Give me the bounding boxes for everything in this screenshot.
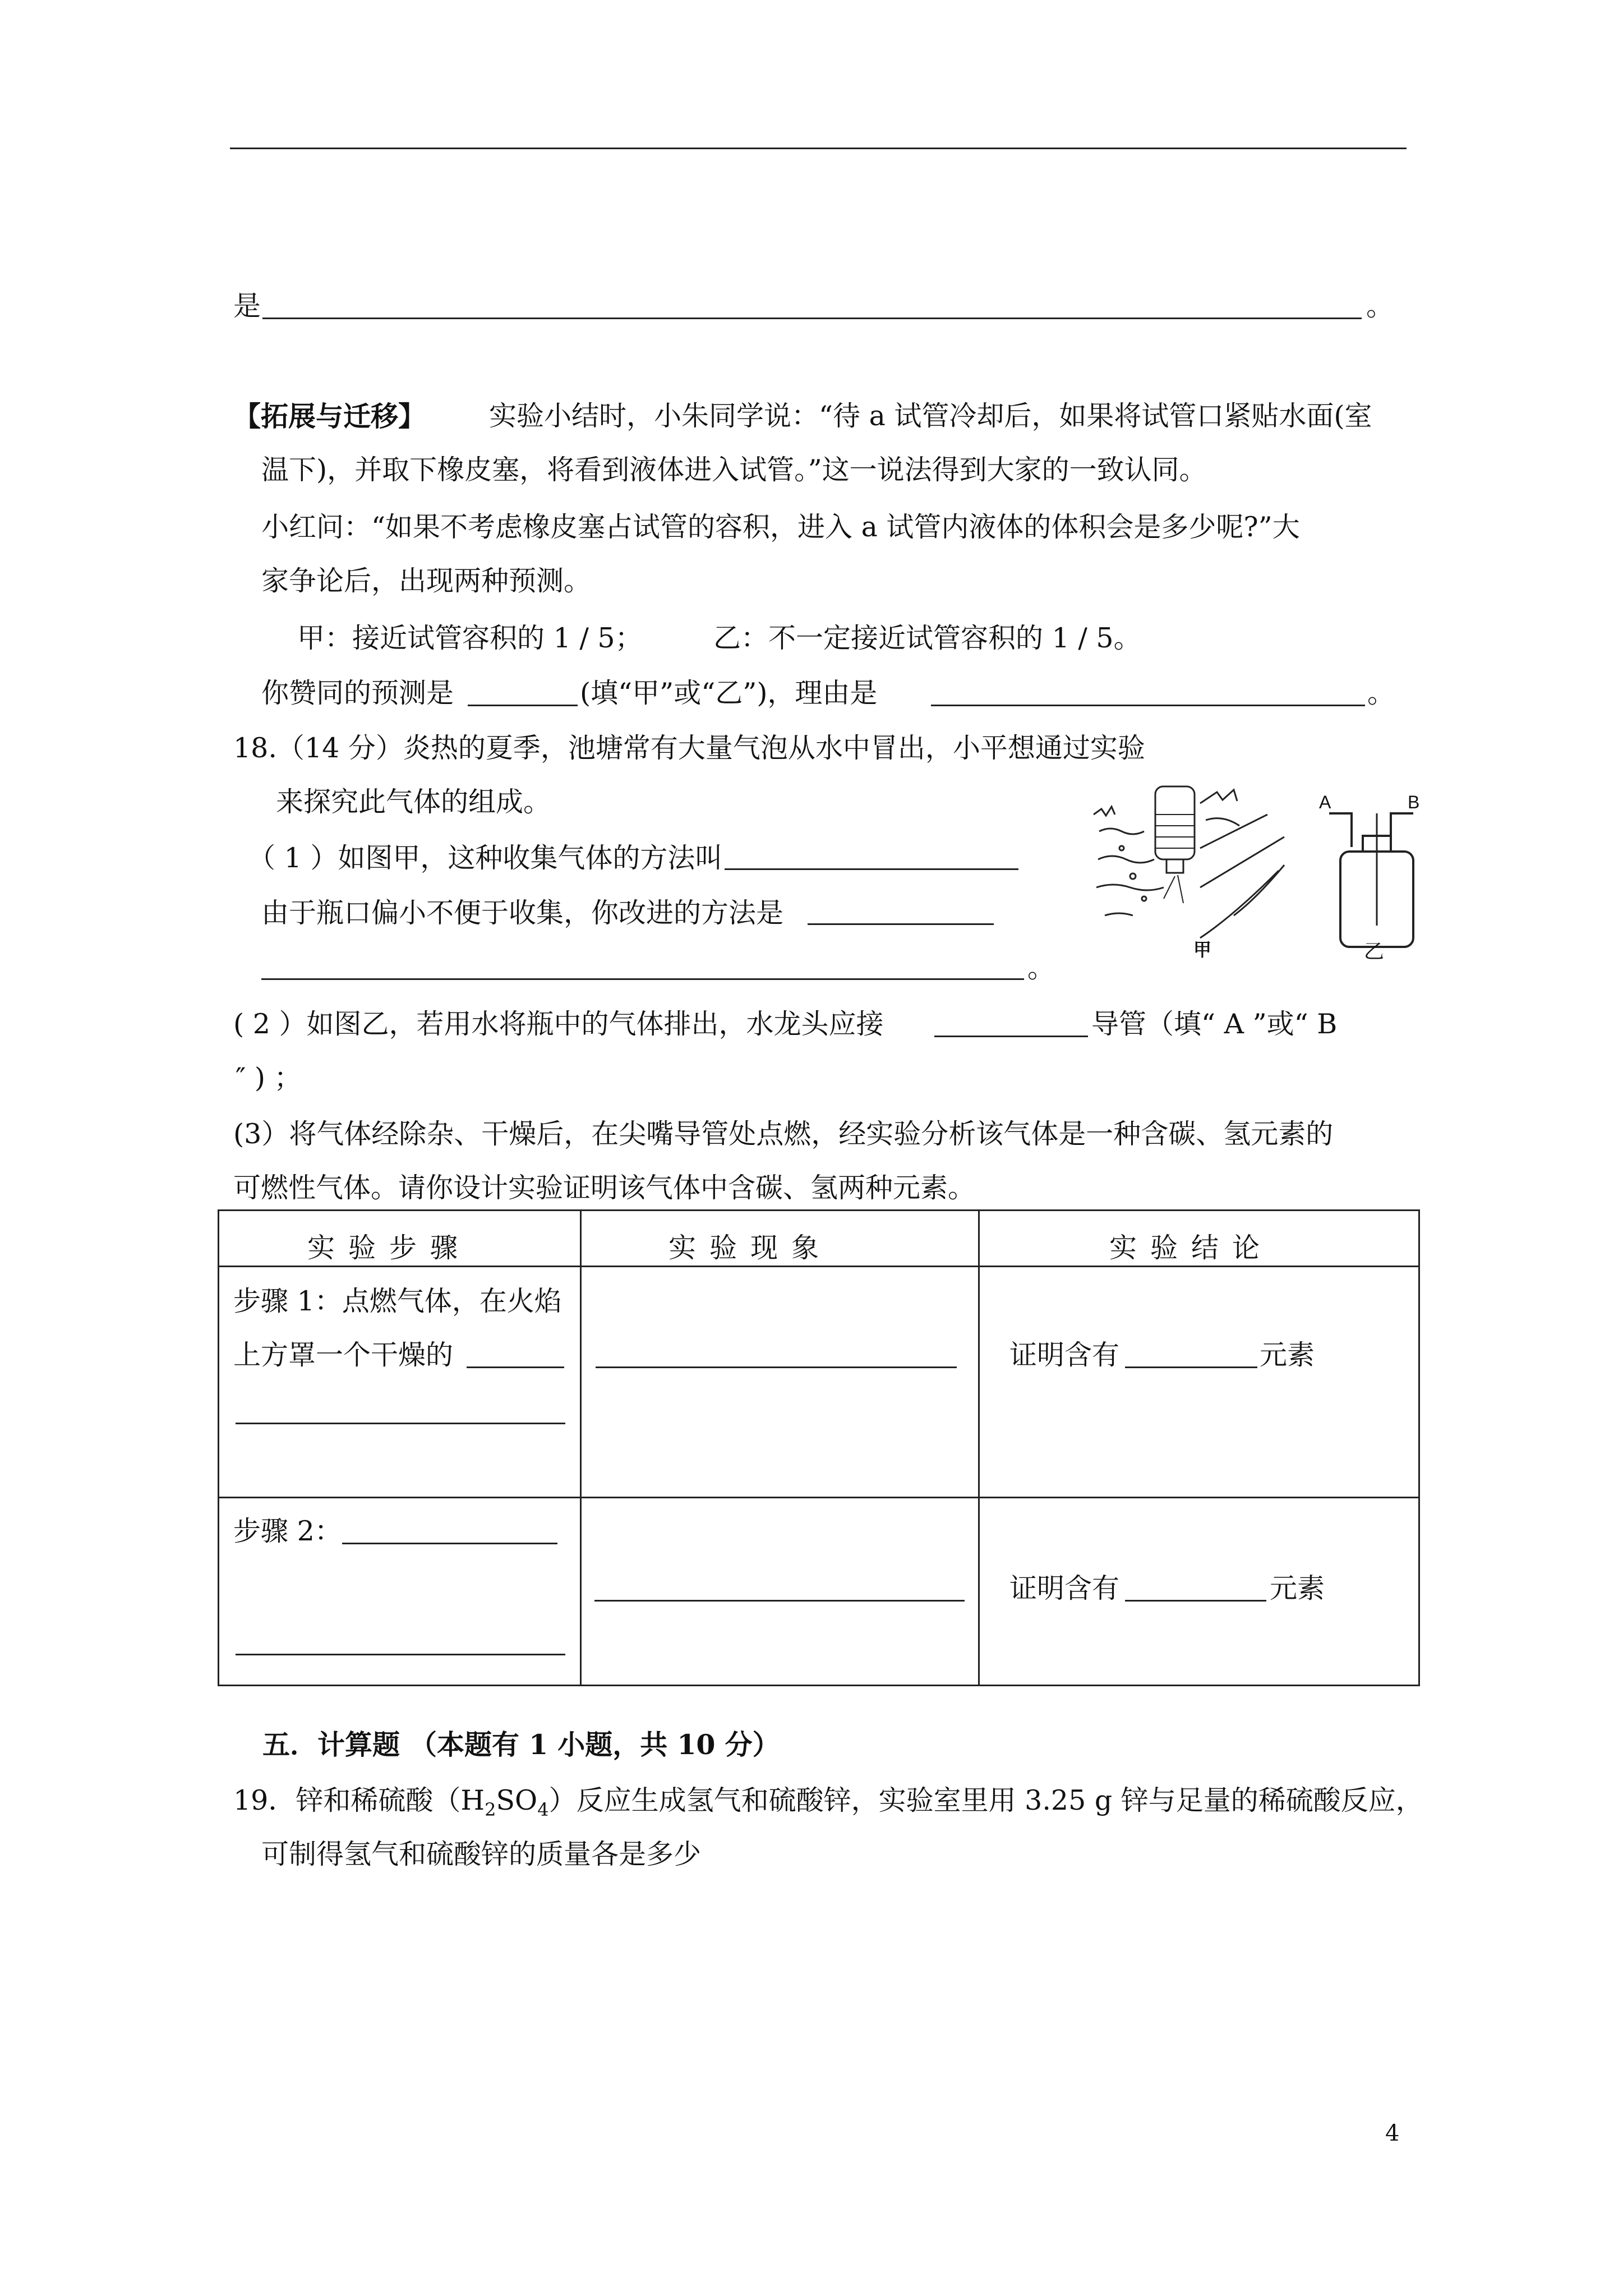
row2-step-line1: 步骤 2： bbox=[233, 1515, 342, 1547]
figure-jia-pond-collection bbox=[1088, 781, 1301, 960]
extension-para1b: 温下)，并取下橡皮塞，将看到液体进入试管。”这一说法得到大家的一致认同。 bbox=[261, 454, 1207, 486]
q18-faucet-blank[interactable] bbox=[934, 1036, 1088, 1037]
q18-line1: 18.（14 分）炎热的夏季，池塘常有大量气泡从水中冒出，小平想通过实验 bbox=[233, 732, 1145, 764]
row1-step-blank[interactable] bbox=[467, 1366, 564, 1368]
row2-step-blank[interactable] bbox=[342, 1543, 557, 1544]
q18-improve-blank[interactable] bbox=[808, 923, 994, 925]
agree-end: 。 bbox=[1367, 677, 1395, 709]
q19-line1-pre: 19．锌和稀硫酸（H bbox=[233, 1784, 485, 1816]
answer-line-end: 。 bbox=[1366, 290, 1394, 322]
q18-part3a: (3）将气体经除杂、干燥后，在尖嘴导管处点燃，经实验分析该气体是一种含碳、氢元素的 bbox=[233, 1118, 1334, 1150]
experiment-table bbox=[218, 1209, 1420, 1686]
q18-part2a: ( 2 ）如图乙，若用水将瓶中的气体排出，水龙头应接 bbox=[233, 1008, 884, 1040]
table-header-conclusion: 实验结论 bbox=[1109, 1232, 1274, 1264]
extension-para1a: 实验小结时，小朱同学说：“待 a 试管冷却后，如果将试管口紧贴水面(室 bbox=[489, 400, 1372, 432]
table-row-divider bbox=[218, 1497, 1418, 1498]
row1-element-blank[interactable] bbox=[1125, 1366, 1257, 1368]
extension-para2b: 家争论后，出现两种预测。 bbox=[261, 565, 592, 597]
table-row-divider bbox=[218, 1266, 1418, 1267]
q19-line1-mid: SO bbox=[496, 1784, 538, 1816]
q18-improve-blank2[interactable] bbox=[261, 978, 1024, 980]
row2-conclusion-suffix: 元素 bbox=[1270, 1572, 1325, 1604]
row2-step-blank2[interactable] bbox=[236, 1654, 565, 1655]
page-number: 4 bbox=[1385, 2120, 1400, 2146]
agree-label: 你赞同的预测是 bbox=[261, 677, 454, 709]
q18-part1a: （ 1 ）如图甲，这种收集气体的方法叫 bbox=[248, 842, 723, 874]
row1-step-blank2[interactable] bbox=[236, 1423, 565, 1424]
figure-jia-label: 甲 bbox=[1193, 939, 1212, 960]
agree-blank[interactable] bbox=[468, 705, 578, 706]
row2-element-blank[interactable] bbox=[1125, 1600, 1266, 1602]
extension-heading: 【拓展与迁移】 bbox=[233, 400, 426, 432]
table-col-divider bbox=[580, 1209, 582, 1685]
q19-sub1: 2 bbox=[485, 1798, 496, 1820]
figure-yi-label-b: B bbox=[1408, 792, 1420, 812]
extension-para2a: 小红问：“如果不考虑橡皮塞占试管的容积，进入 a 试管内液体的体积会是多少呢?”大 bbox=[261, 511, 1300, 543]
q18-part2c: ″ ) ； bbox=[236, 1062, 302, 1094]
q18-part1b: 由于瓶口偏小不便于收集，你改进的方法是 bbox=[261, 897, 784, 929]
q18-part1-end: 。 bbox=[1027, 952, 1055, 984]
row1-step-line1: 步骤 1：点燃气体，在火焰 bbox=[233, 1285, 562, 1317]
agree-mid: (填“甲”或“乙”)，理由是 bbox=[580, 677, 878, 709]
figure-yi-label-a: A bbox=[1319, 792, 1331, 812]
q18-part2b: 导管（填“ A ”或“ B bbox=[1091, 1008, 1338, 1040]
answer-blank[interactable] bbox=[262, 318, 1362, 319]
q18-part3b: 可燃性气体。请你设计实验证明该气体中含碳、氢两种元素。 bbox=[233, 1172, 976, 1204]
header-rule bbox=[230, 148, 1407, 149]
row1-phenomenon-blank[interactable] bbox=[596, 1366, 957, 1368]
row1-step-line2: 上方罩一个干燥的 bbox=[233, 1339, 454, 1371]
table-header-phenomena: 实验现象 bbox=[668, 1232, 833, 1264]
q18-method-blank[interactable] bbox=[725, 868, 1018, 870]
answer-line-lead: 是 bbox=[233, 290, 261, 322]
q18-line2: 来探究此气体的组成。 bbox=[276, 786, 551, 818]
q19-line1 bbox=[233, 1784, 1423, 1826]
row1-conclusion-label: 证明含有 bbox=[1009, 1339, 1120, 1371]
q19-line2: 可制得氢气和硫酸锌的质量各是多少 bbox=[261, 1838, 702, 1870]
figure-yi-label: 乙 bbox=[1364, 940, 1385, 963]
row2-conclusion-label: 证明含有 bbox=[1009, 1572, 1120, 1604]
reason-blank[interactable] bbox=[931, 705, 1365, 706]
q19-sub2: 4 bbox=[537, 1798, 549, 1820]
table-col-divider bbox=[978, 1209, 980, 1685]
section5-title: 五．计算题 （本题有 1 小题，共 10 分） bbox=[262, 1728, 780, 1761]
row2-phenomenon-blank[interactable] bbox=[594, 1600, 965, 1602]
q19-line1-post: ）反应生成氢气和硫酸锌，实验室里用 3.25 g 锌与足量的稀硫酸反应， bbox=[548, 1784, 1423, 1816]
row1-conclusion-suffix: 元素 bbox=[1260, 1339, 1315, 1371]
prediction-jia: 甲：接近试管容积的 1 / 5； bbox=[297, 622, 643, 654]
prediction-yi: 乙：不一定接近试管容积的 1 / 5。 bbox=[713, 622, 1141, 654]
table-header-steps: 实验步骤 bbox=[307, 1232, 472, 1264]
